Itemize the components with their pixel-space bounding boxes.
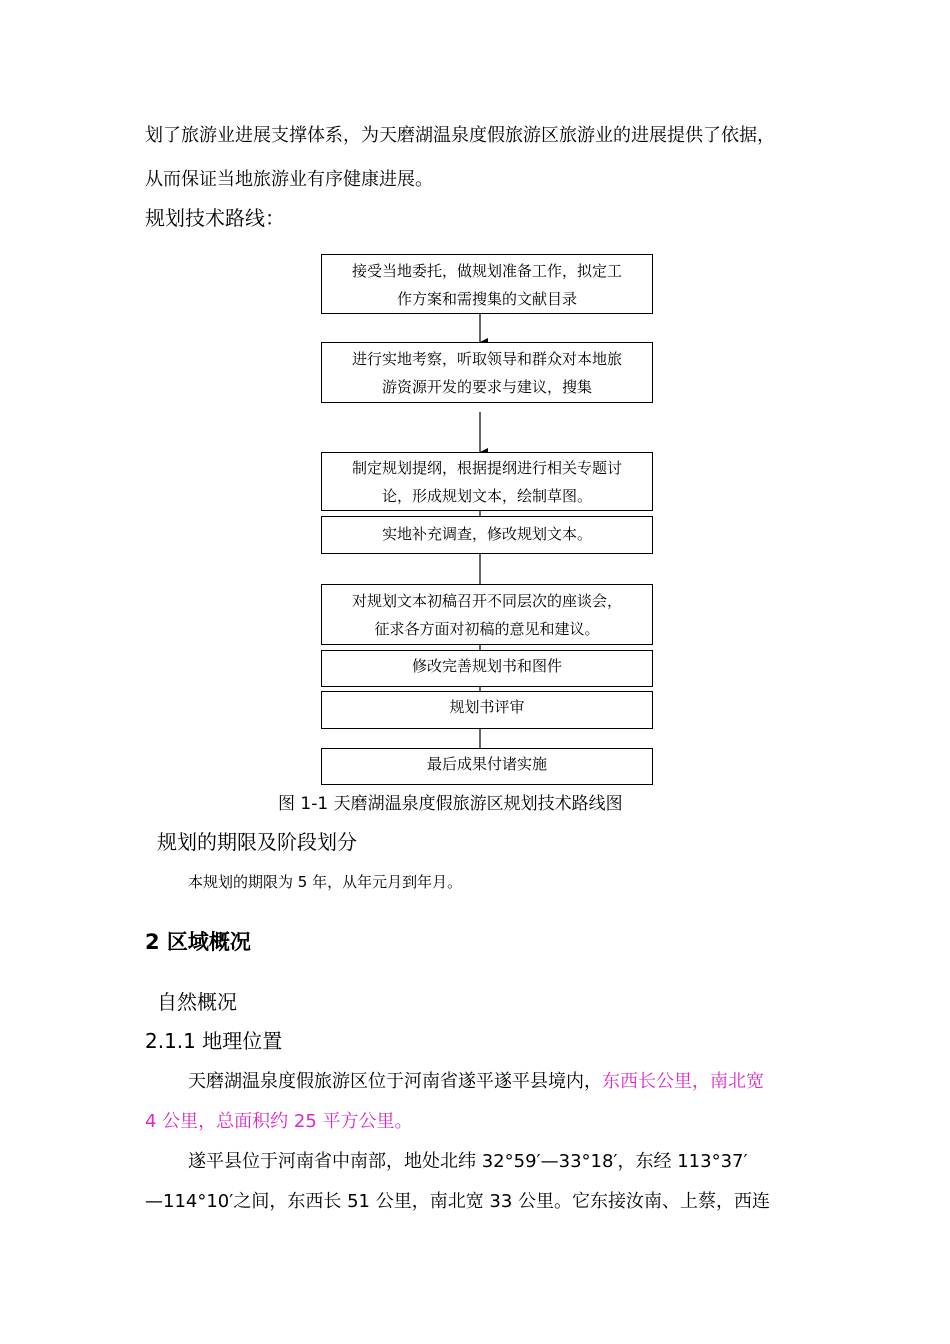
flow-step-outline bbox=[321, 452, 653, 511]
flow-step-symposium bbox=[321, 584, 653, 645]
location-para-line-2: 4 公里，总面积约 25 平方公里。 bbox=[145, 1111, 413, 1132]
flow-step-entrust-line-2: 作方案和需搜集的文献目录 bbox=[396, 290, 577, 308]
flow-step-outline-line-1: 制定规划提纲，根据提纲进行相关专题讨 bbox=[351, 459, 622, 477]
flow-step-outline-line-2: 论，形成规划文本，绘制草图。 bbox=[381, 487, 592, 505]
period-text: 本规划的期限为 5 年，从年元月到年月。 bbox=[188, 873, 463, 891]
location-para-line-1 bbox=[188, 1070, 764, 1094]
flow-step-revise-line-1: 修改完善规划书和图件 bbox=[411, 657, 562, 675]
subsection-natural: 自然概况 bbox=[157, 990, 237, 1014]
flow-step-survey bbox=[321, 342, 653, 403]
flow-step-supplement bbox=[321, 516, 653, 554]
location-para-text: 天磨湖温泉度假旅游区位于河南省遂平遂平县境内， bbox=[188, 1071, 602, 1092]
subsection-location: 2.1.1 地理位置 bbox=[145, 1029, 283, 1053]
flow-step-revise bbox=[321, 650, 653, 687]
flow-step-supplement-line-1: 实地补充调查，修改规划文本。 bbox=[381, 525, 592, 543]
county-para-line-2: —114°10′之间，东西长 51 公里，南北宽 33 公里。它东接汝南、上蔡，西连 bbox=[145, 1191, 771, 1212]
period-heading: 规划的期限及阶段划分 bbox=[157, 830, 357, 854]
flow-step-symposium-line-2: 征求各方面对初稿的意见和建议。 bbox=[374, 620, 600, 638]
flow-step-symposium-line-1: 对规划文本初稿召开不同层次的座谈会， bbox=[351, 592, 622, 610]
intro-line-1: 划了旅游业进展支撑体系，为天磨湖温泉度假旅游区旅游业的进展提供了依据， bbox=[145, 125, 775, 146]
flow-step-entrust bbox=[321, 254, 653, 314]
figure-caption: 图 1-1 天磨湖温泉度假旅游区规划技术路线图 bbox=[278, 794, 623, 814]
flow-step-survey-line-1: 进行实地考察，听取领导和群众对本地旅 bbox=[351, 350, 622, 368]
flow-step-entrust-line-1: 接受当地委托，做规划准备工作，拟定工 bbox=[351, 262, 622, 280]
flow-step-review-line-1: 规划书评审 bbox=[449, 698, 525, 716]
location-highlight-text: 东西长公里，南北宽 bbox=[602, 1071, 764, 1092]
route-heading: 规划技术路线： bbox=[145, 206, 285, 230]
intro-line-2: 从而保证当地旅游业有序健康进展。 bbox=[145, 169, 433, 190]
flow-step-implement-line-1: 最后成果付诸实施 bbox=[426, 755, 547, 773]
flow-step-implement bbox=[321, 748, 653, 785]
flow-step-review bbox=[321, 691, 653, 729]
county-para-line-1: 遂平县位于河南省中南部，地处北纬 32°59′—33°18′，东经 113°37′ bbox=[188, 1151, 748, 1172]
flow-step-survey-line-2: 游资源开发的要求与建议，搜集 bbox=[381, 378, 592, 396]
section-heading: 2 区域概况 bbox=[145, 930, 251, 954]
